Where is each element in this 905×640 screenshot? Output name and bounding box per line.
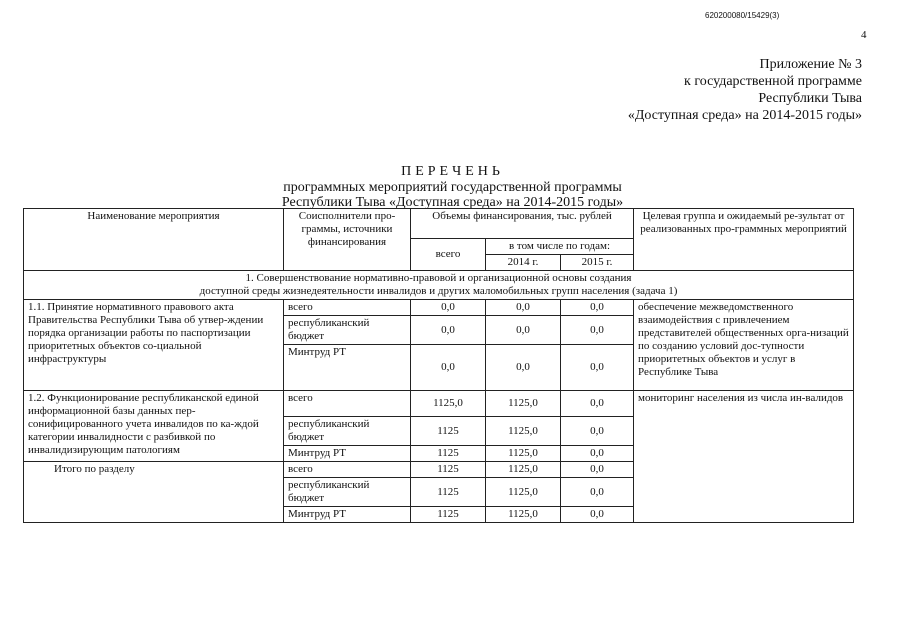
funding-2014: 1125,0 [486, 462, 561, 478]
funding-2014: 1125,0 [486, 391, 561, 417]
funding-2014: 0,0 [486, 316, 561, 345]
funding-2015: 0,0 [561, 316, 634, 345]
header-executors: Соисполнители про-граммы, источники финансирования [284, 209, 411, 271]
funding-2014: 1125,0 [486, 446, 561, 462]
header-name: Наименование мероприятия [24, 209, 284, 271]
funding-total: 0,0 [411, 316, 486, 345]
page-number: 4 [861, 29, 867, 41]
appendix-header [628, 56, 862, 124]
funding-total: 1125 [411, 446, 486, 462]
appendix-line-2: к государственной программе [684, 74, 862, 89]
funding-2014: 0,0 [486, 345, 561, 391]
funding-2015: 0,0 [561, 417, 634, 446]
measures-table [23, 208, 854, 523]
funding-2015: 0,0 [561, 462, 634, 478]
appendix-line-3: Республики Тыва [758, 91, 862, 106]
funding-2015: 0,0 [561, 507, 634, 523]
section-line-1: 1. Совершенствование нормативно-правовой и организационной основы создания [245, 272, 632, 284]
funding-total: 1125 [411, 462, 486, 478]
header-year-2014: 2014 г. [486, 255, 561, 271]
table-row [24, 300, 854, 316]
funding-source: всего [284, 391, 411, 417]
measure-name: 1.2. Функционирование республиканской единой информационной базы данных пер-сонифицированного учета инвалидов по ка-ждой категории инвалидности с разбивкой по инвалидизирующим патологиям [24, 391, 284, 462]
funding-2015: 0,0 [561, 391, 634, 417]
funding-total: 0,0 [411, 300, 486, 316]
funding-total: 1125 [411, 478, 486, 507]
funding-source: Минтруд РТ [284, 345, 411, 391]
section-row [24, 271, 854, 300]
funding-2015: 0,0 [561, 345, 634, 391]
section-line-2: доступной среды жизнедеятельности инвалидов и других маломобильных групп населения (задача 1) [199, 285, 678, 297]
funding-source: республиканский бюджет [284, 417, 411, 446]
appendix-line-4: «Доступная среда» на 2014-2015 годы» [627, 108, 862, 123]
funding-source: всего [284, 462, 411, 478]
funding-total: 1125 [411, 417, 486, 446]
section-title [24, 271, 854, 300]
title-sub-2: Республики Тыва «Доступная среда» на 2014-2015 годы» [281, 195, 624, 210]
header-total: всего [411, 239, 486, 271]
funding-source: всего [284, 300, 411, 316]
document-title [0, 163, 905, 210]
header-target: Целевая группа и ожидаемый ре-зультат от реализованных про-граммных мероприятий [634, 209, 854, 271]
funding-source: Минтруд РТ [284, 446, 411, 462]
title-main: ПЕРЕЧЕНЬ [401, 164, 504, 179]
funding-total: 0,0 [411, 345, 486, 391]
appendix-line-1: Приложение № 3 [759, 57, 862, 72]
header-by-years: в том числе по годам: [486, 239, 634, 255]
funding-total: 1125,0 [411, 391, 486, 417]
funding-2015: 0,0 [561, 446, 634, 462]
funding-2014: 1125,0 [486, 507, 561, 523]
funding-2014: 1125,0 [486, 478, 561, 507]
funding-source: республиканский бюджет [284, 316, 411, 345]
title-sub-1: программных мероприятий государственной программы [283, 180, 622, 195]
funding-2014: 1125,0 [486, 417, 561, 446]
header-year-2015: 2015 г. [561, 255, 634, 271]
subtotal-name: Итого по разделу [24, 462, 284, 523]
header-funding: Объемы финансирования, тыс. рублей [411, 209, 634, 239]
funding-total: 1125 [411, 507, 486, 523]
measure-name: 1.1. Принятие нормативного правового акта Правительства Республики Тыва об утвер-ждении порядка организации работы по паспортизации приоритетных объектов со-циальной инфраструктуры [24, 300, 284, 391]
funding-source: Минтруд РТ [284, 507, 411, 523]
funding-2014: 0,0 [486, 300, 561, 316]
funding-2015: 0,0 [561, 478, 634, 507]
measure-target: мониторинг населения из числа ин-валидов [634, 391, 854, 523]
funding-source: республиканский бюджет [284, 478, 411, 507]
measure-target: обеспечение межведомственного взаимодействия с привлечением представителей общественных орга-низаций по созданию условий дос-тупности приоритетных объектов и услуг в Республике Тыва [634, 300, 854, 391]
table-row [24, 391, 854, 417]
document-id: 620200080/15429(3) [705, 11, 780, 20]
funding-2015: 0,0 [561, 300, 634, 316]
